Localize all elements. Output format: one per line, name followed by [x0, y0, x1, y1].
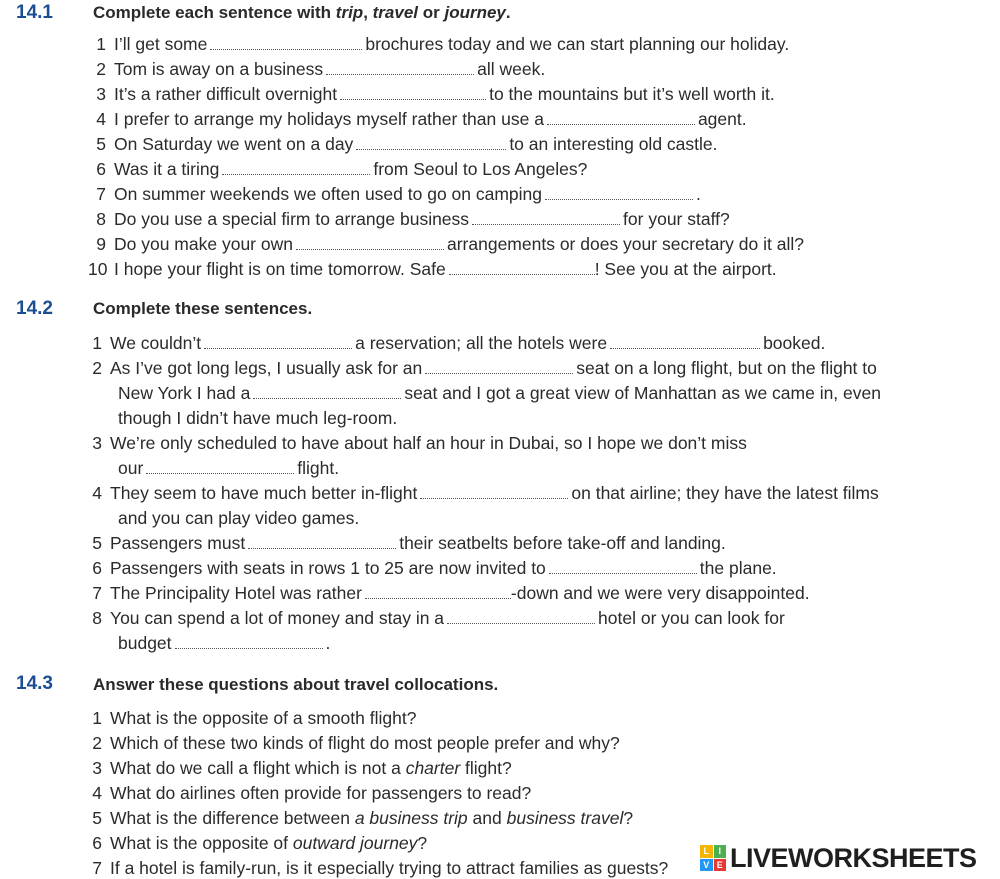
item-number: 2 [92, 358, 102, 378]
item-number: 2 [96, 59, 106, 79]
item-continuation [118, 457, 339, 479]
answer-blank[interactable] [365, 584, 511, 599]
item-text: Do you use a special firm to arrange business [114, 209, 470, 229]
item-text: Was it a tiring [114, 159, 220, 179]
item-text: Do you make your own [114, 234, 293, 254]
item-text: brochures today and we can start planning our holiday. [365, 34, 790, 54]
answer-blank[interactable] [545, 185, 693, 200]
item-number: 7 [96, 184, 106, 204]
item-number: 8 [92, 608, 102, 628]
answer-blank[interactable] [449, 260, 595, 275]
item-text: What is the difference between [110, 808, 355, 828]
item-text: ? [417, 833, 428, 853]
list-item [88, 757, 512, 779]
list-item [88, 582, 810, 604]
item-number: 10 [88, 259, 108, 279]
answer-blank[interactable] [210, 35, 362, 50]
answer-blank[interactable] [610, 334, 760, 349]
logo-letter-l: L [700, 845, 713, 858]
item-continuation [118, 382, 881, 404]
logo-letter-v: V [700, 859, 713, 872]
list-item [88, 832, 427, 854]
list-item [88, 33, 789, 55]
section-number-14-2: 14.2 [16, 298, 53, 319]
item-text: What do airlines often provide for passengers to read? [110, 783, 532, 803]
item-text: Passengers must [110, 533, 246, 553]
item-text: ! See you at the airport. [594, 259, 777, 279]
answer-blank[interactable] [326, 60, 474, 75]
list-item [88, 258, 777, 280]
item-text: On Saturday we went on a day [114, 134, 354, 154]
item-text: They seem to have much better in-flight [110, 483, 418, 503]
item-number: 1 [96, 34, 106, 54]
list-item [88, 732, 620, 754]
item-text: to the mountains but it’s well worth it. [489, 84, 775, 104]
item-text: . [325, 633, 331, 653]
list-item [88, 332, 825, 354]
answer-blank[interactable] [175, 634, 323, 649]
list-item [88, 807, 633, 829]
item-text: from Seoul to Los Angeles? [373, 159, 588, 179]
item-text: flight. [297, 458, 340, 478]
item-text: our [118, 458, 144, 478]
answer-blank[interactable] [146, 459, 294, 474]
list-item [88, 857, 668, 879]
list-item [88, 233, 804, 255]
item-number: 2 [92, 733, 102, 753]
item-text: Passengers with seats in rows 1 to 25 are now invited to [110, 558, 546, 578]
item-number: 6 [96, 159, 106, 179]
item-number: 4 [92, 483, 102, 503]
item-number: 3 [92, 758, 102, 778]
list-item [88, 58, 545, 80]
item-number: 6 [92, 558, 102, 578]
item-text: their seatbelts before take-off and landing. [399, 533, 726, 553]
item-text: If a hotel is family-run, is it especially trying to attract families as guests? [110, 858, 669, 878]
item-text: budget [118, 633, 172, 653]
list-item [88, 83, 775, 105]
answer-blank[interactable] [447, 609, 595, 624]
item-text: though I didn’t have much leg-room. [118, 408, 398, 428]
item-text: You can spend a lot of money and stay in a [110, 608, 445, 628]
item-continuation [118, 632, 330, 654]
item-number: 5 [96, 134, 106, 154]
item-text: the plane. [699, 558, 777, 578]
item-text: seat on a long flight, but on the flight to [576, 358, 877, 378]
logo-letter-e: E [714, 859, 727, 872]
list-item [88, 557, 777, 579]
list-item [88, 208, 730, 230]
item-text: and [467, 808, 507, 828]
item-text: I hope your flight is on time tomorrow. Safe [114, 259, 446, 279]
liveworksheets-logo-icon [700, 845, 726, 871]
answer-blank[interactable] [549, 559, 697, 574]
item-number: 3 [96, 84, 106, 104]
item-text: The Principality Hotel was rather [110, 583, 362, 603]
answer-blank[interactable] [253, 384, 401, 399]
item-number: 4 [92, 783, 102, 803]
list-item [88, 607, 785, 629]
item-text: seat and I got a great view of Manhattan as we came in, even [404, 383, 881, 403]
list-item [88, 782, 531, 804]
answer-blank[interactable] [547, 110, 695, 125]
item-text: -down and we were very disappointed. [510, 583, 810, 603]
item-text: As I’ve got long legs, I usually ask for an [110, 358, 423, 378]
list-item [88, 183, 701, 205]
section-title-14-1: Complete each sentence with trip, travel or journey. [93, 3, 511, 22]
item-number: 6 [92, 833, 102, 853]
item-text: to an interesting old castle. [509, 134, 718, 154]
section-title-14-3: Answer these questions about travel collocations. [93, 675, 499, 694]
section-title-14-2: Complete these sentences. [93, 299, 313, 318]
item-emphasis: a business trip [354, 808, 468, 828]
item-text: all week. [477, 59, 546, 79]
list-item [88, 133, 718, 155]
answer-blank[interactable] [204, 334, 352, 349]
item-number: 9 [96, 234, 106, 254]
item-text: We’re only scheduled to have about half an hour in Dubai, so I hope we don’t miss [110, 433, 747, 453]
answer-blank[interactable] [425, 359, 573, 374]
item-text: Tom is away on a business [114, 59, 324, 79]
item-text: On summer weekends we often used to go on camping [114, 184, 543, 204]
answer-blank[interactable] [222, 160, 370, 175]
item-text: Which of these two kinds of flight do most people prefer and why? [110, 733, 620, 753]
item-number: 1 [92, 333, 102, 353]
item-text: I prefer to arrange my holidays myself rather than use a [114, 109, 544, 129]
section-number-14-1: 14.1 [16, 2, 53, 23]
item-number: 4 [96, 109, 106, 129]
answer-blank[interactable] [472, 210, 620, 225]
answer-blank[interactable] [420, 484, 568, 499]
item-text: a reservation; all the hotels were [355, 333, 608, 353]
list-item [88, 482, 879, 504]
item-text: flight? [460, 758, 512, 778]
item-text: ? [623, 808, 634, 828]
item-text: on that airline; they have the latest films [571, 483, 879, 503]
item-emphasis: business travel [506, 808, 624, 828]
item-text: booked. [763, 333, 826, 353]
answer-blank[interactable] [248, 534, 396, 549]
item-text: New York I had a [118, 383, 251, 403]
item-text: agent. [697, 109, 747, 129]
item-text: What is the opposite of [110, 833, 293, 853]
list-item [88, 158, 587, 180]
item-text: It’s a rather difficult overnight [114, 84, 338, 104]
item-text: for your staff? [623, 209, 730, 229]
logo-letter-i: I [714, 845, 727, 858]
item-number: 7 [92, 858, 102, 878]
list-item [88, 432, 747, 454]
item-number: 3 [92, 433, 102, 453]
item-continuation [118, 407, 397, 429]
item-emphasis: outward journey [292, 833, 418, 853]
answer-blank[interactable] [296, 235, 444, 250]
liveworksheets-logo-text: LIVEWORKSHEETS [730, 842, 977, 873]
list-item [88, 357, 877, 379]
list-item [88, 532, 726, 554]
item-text: arrangements or does your secretary do it all? [446, 234, 804, 254]
item-text: . [696, 184, 701, 204]
item-text: I’ll get some [114, 34, 208, 54]
item-number: 7 [92, 583, 102, 603]
list-item [88, 108, 747, 130]
answer-blank[interactable] [340, 85, 486, 100]
section-number-14-3: 14.3 [16, 673, 53, 694]
liveworksheets-logo [700, 838, 1000, 878]
item-number: 5 [92, 533, 102, 553]
list-item [88, 707, 416, 729]
item-emphasis: charter [405, 758, 461, 778]
answer-blank[interactable] [356, 135, 506, 150]
item-text: We couldn’t [110, 333, 202, 353]
item-text: hotel or you can look for [598, 608, 785, 628]
item-text: What do we call a flight which is not a [110, 758, 406, 778]
item-number: 8 [96, 209, 106, 229]
item-text: What is the opposite of a smooth flight? [110, 708, 417, 728]
item-number: 1 [92, 708, 102, 728]
item-text: and you can play video games. [118, 508, 360, 528]
item-number: 5 [92, 808, 102, 828]
item-continuation [118, 507, 359, 529]
